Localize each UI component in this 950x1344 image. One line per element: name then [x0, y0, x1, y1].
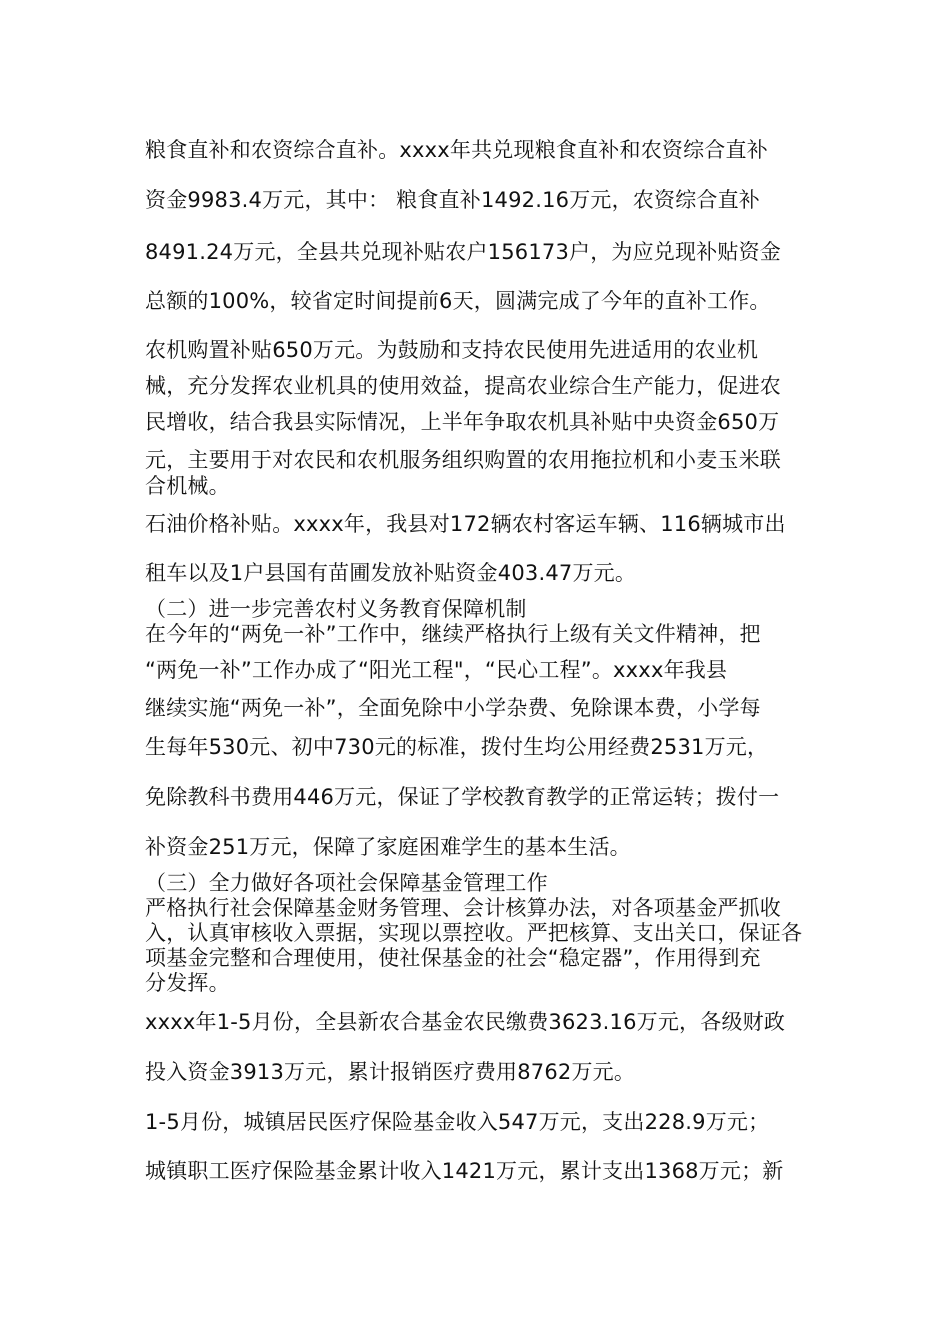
text-line: 严格执行社会保障基金财务管理、会计核算办法，对各项基金严抓收 — [145, 896, 781, 920]
text-line: 继续实施“两免一补”，全面免除中小学杂费、免除课本费，小学每 — [145, 696, 761, 720]
text-line: 资金9983.4万元，其中： 粮食直补1492.16万元，农资综合直补 — [145, 188, 760, 212]
text-line: 1-5月份，城镇居民医疗保险基金收入547万元，支出228.9万元； — [145, 1110, 770, 1134]
text-line: 生每年530元、初中730元的标准，拨付生均公用经费2531万元， — [145, 735, 769, 759]
section-heading: （三）全力做好各项社会保障基金管理工作 — [145, 871, 548, 895]
text-line: 在今年的“两免一补”工作中，继续严格执行上级有关文件精神，把 — [145, 622, 761, 646]
text-line: 粮食直补和农资综合直补。xxxx年共兑现粮食直补和农资综合直补 — [145, 138, 768, 162]
text-line: 免除教科书费用446万元，保证了学校教育教学的正常运转；拨付一 — [145, 785, 780, 809]
text-line: 城镇职工医疗保险基金累计收入1421万元，累计支出1368万元；新 — [145, 1159, 784, 1183]
text-line: 石油价格补贴。xxxx年，我县对172辆农村客运车辆、116辆城市出 — [145, 512, 786, 536]
text-line: 8491.24万元，全县共兑现补贴农户156173户，为应兑现补贴资金 — [145, 240, 782, 264]
text-line: xxxx年1-5月份，全县新农合基金农民缴费3623.16万元，各级财政 — [145, 1010, 786, 1034]
text-line: 入，认真审核收入票据，实现以票控收。严把核算、支出关口，保证各 — [145, 921, 803, 945]
text-line: 民增收，结合我县实际情况，上半年争取农机具补贴中央资金650万 — [145, 410, 780, 434]
text-line: 合机械。 — [145, 474, 230, 498]
text-line: 项基金完整和合理使用，使社保基金的社会“稳定器”，作用得到充 — [145, 946, 761, 970]
text-line: 分发挥。 — [145, 971, 230, 995]
text-line: 投入资金3913万元，累计报销医疗费用8762万元。 — [145, 1060, 636, 1084]
section-heading: （二）进一步完善农村义务教育保障机制 — [145, 597, 527, 621]
text-line: 租车以及1户县国有苗圃发放补贴资金403.47万元。 — [145, 561, 637, 585]
text-line: “两免一补”工作办成了“阳光工程"，“民心工程”。xxxx年我县 — [145, 658, 728, 682]
text-line: 元，主要用于对农民和农机服务组织购置的农用拖拉机和小麦玉米联 — [145, 448, 781, 472]
text-line: 械，充分发挥农业机具的使用效益，提高农业综合生产能力，促进农 — [145, 374, 781, 398]
text-line: 总额的100%，较省定时间提前6天，圆满完成了今年的直补工作。 — [145, 289, 771, 313]
text-line: 农机购置补贴650万元。为鼓励和支持农民使用先进适用的农业机 — [145, 338, 759, 362]
text-line: 补资金251万元，保障了家庭困难学生的基本生活。 — [145, 835, 631, 859]
